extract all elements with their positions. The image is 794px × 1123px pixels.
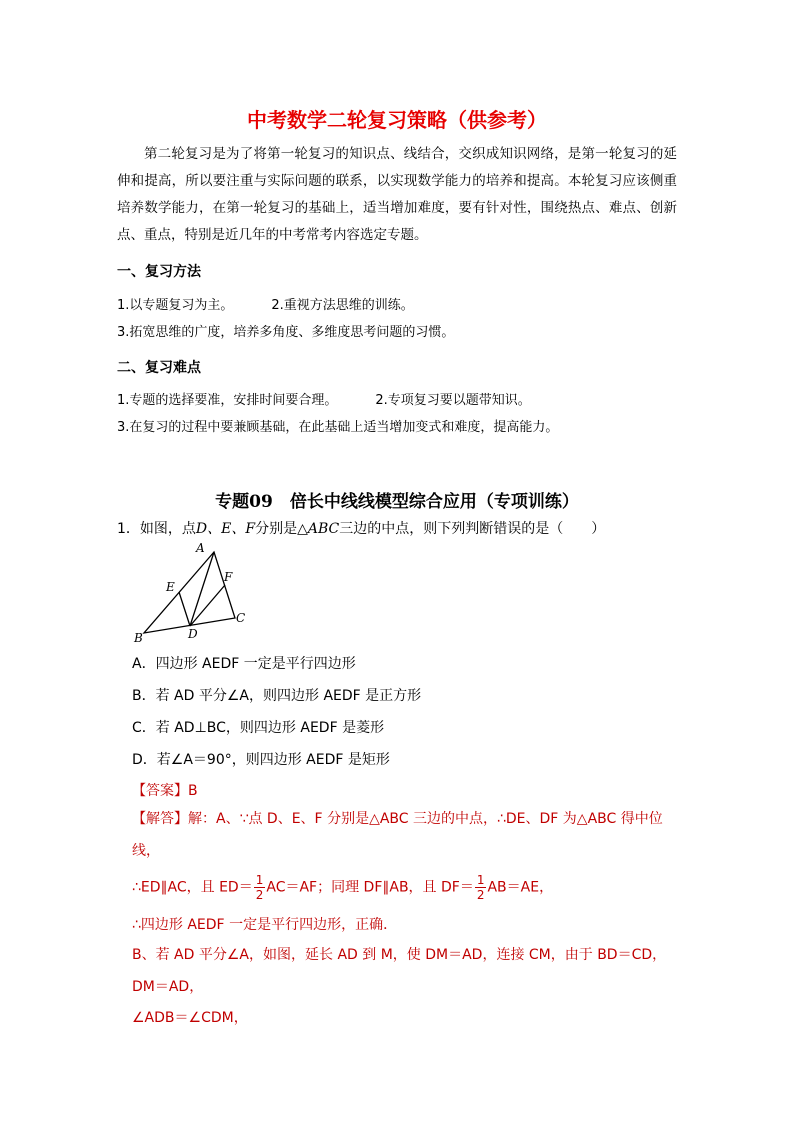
intro-paragraph: 第二轮复习是为了将第一轮复习的知识点、线结合，交织成知识网络，是第一轮复习的延伸和提高，所以要注重与实际问题的联系，以实现数学能力的培养和提高。本轮复习应该侧重培养数学能力，在第一轮复习的基础上，适当增加难度，要有针对性，围绕热点、难点、创新点、重点，特别是近几年的中考常考内容选定专题。 bbox=[117, 146, 677, 243]
fraction-numerator: 1 bbox=[476, 873, 485, 887]
analysis-line-4: B、若 AD 平分∠A，如图，延长 AD 到 M，使 DM＝AD，连接 CM，由于 BD＝CD，DM＝AD， bbox=[132, 947, 667, 995]
fraction-numerator: 1 bbox=[255, 873, 264, 887]
option-d: D．若∠A＝90°，则四边形 AEDF 是矩形 bbox=[132, 752, 390, 768]
label-e: E bbox=[166, 580, 175, 594]
difficulty-item-2: 2.专项复习要以题带知识。 bbox=[375, 393, 531, 408]
analysis-text: 解：A、∵点 D、E、F 分别是△ABC 三边的中点，∴DE、DF 为△ABC 得中位线， bbox=[132, 811, 663, 859]
label-c: C bbox=[236, 611, 246, 625]
analysis-line-3: ∴四边形 AEDF 一定是平行四边形，正确． bbox=[132, 917, 398, 933]
fraction-half bbox=[475, 873, 487, 902]
analysis-line-2 bbox=[132, 873, 553, 902]
fraction-half bbox=[254, 873, 266, 902]
segment-ad bbox=[190, 552, 214, 626]
section-heading-methods: 一、复习方法 bbox=[117, 264, 201, 280]
method-item-1: 1.以专题复习为主。 bbox=[117, 298, 234, 313]
section-heading-difficulties: 二、复习难点 bbox=[117, 360, 201, 376]
label-b: B bbox=[134, 631, 143, 645]
analysis-text: AB＝AE， bbox=[487, 879, 554, 896]
fraction-denominator: 2 bbox=[476, 888, 485, 902]
method-item-3: 3.拓宽思维的广度，培养多角度、多维度思考问题的习惯。 bbox=[117, 325, 455, 340]
analysis-line-5: ∠ADB＝∠CDM， bbox=[132, 1010, 248, 1026]
question-triangle: ABC bbox=[307, 521, 340, 537]
fraction-denominator: 2 bbox=[255, 888, 264, 902]
page-title: 中考数学二轮复习策略（供参考） bbox=[247, 108, 547, 132]
method-item-2: 2.重视方法思维的训练。 bbox=[271, 298, 414, 313]
triangle-abc bbox=[144, 552, 235, 633]
segment-df bbox=[190, 585, 225, 626]
option-c: C．若 AD⊥BC，则四边形 AEDF 是菱形 bbox=[132, 720, 385, 736]
difficulty-item-1: 1.专题的选择要准，安排时间要合理。 bbox=[117, 393, 338, 408]
question-part: 分别是△ bbox=[255, 521, 308, 537]
label-d: D bbox=[188, 627, 198, 641]
question-1-text bbox=[117, 518, 605, 538]
difficulties-line-1 bbox=[117, 389, 531, 408]
option-b: B．若 AD 平分∠A，则四边形 AEDF 是正方形 bbox=[132, 688, 422, 704]
question-number: 1． bbox=[117, 521, 140, 537]
triangle-figure bbox=[132, 538, 257, 648]
answer-label: 【答案】B bbox=[132, 783, 198, 799]
label-f: F bbox=[224, 570, 233, 584]
option-a: A．四边形 AEDF 一定是平行四边形 bbox=[132, 656, 356, 672]
question-points: D、E、F bbox=[195, 521, 256, 537]
segment-ed bbox=[179, 592, 190, 626]
analysis-text: ∴ED∥AC，且 ED＝ bbox=[132, 879, 253, 896]
analysis-text: AC＝AF；同理 DF∥AB，且 DF＝ bbox=[266, 879, 474, 896]
question-part: 三边的中点，则下列判断错误的是（ ） bbox=[339, 521, 606, 537]
difficulty-item-3: 3.在复习的过程中要兼顾基础，在此基础上适当增加变式和难度，提高能力。 bbox=[117, 420, 559, 435]
analysis-label: 【解答】 bbox=[132, 811, 188, 827]
question-part: 如图，点 bbox=[139, 521, 196, 537]
label-a: A bbox=[196, 541, 205, 555]
analysis-line-1 bbox=[132, 803, 677, 867]
topic-title: 专题09 倍长中线线模型综合应用（专项训练） bbox=[215, 492, 579, 512]
methods-line-1 bbox=[117, 294, 414, 313]
